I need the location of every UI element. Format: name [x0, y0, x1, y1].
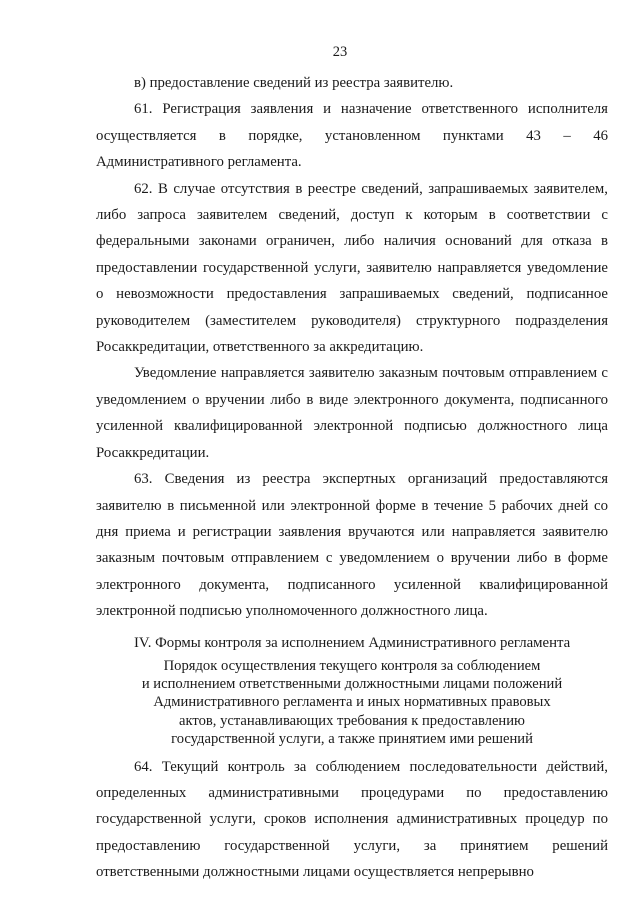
paragraph-64: 64. Текущий контроль за соблюдением последовательности действий, определенных административными процедурами по предоставлению государственной услуги, сроков исполнения административных процедур по предоставлению государственной услуги, за принятием решений ответственными должностными лицами осуществляется непрерывно: [96, 758, 608, 881]
section-heading: IV. Формы контроля за исполнением Административного регламента: [134, 634, 571, 651]
section-subheading: [96, 657, 608, 749]
subheading-line: Административного регламента и иных нормативных правовых: [153, 694, 551, 711]
paragraph-62: 62. В случае отсутствия в реестре сведений, запрашиваемых заявителем, либо запроса заявителем сведений, доступ к которым в соответствии с федеральными законами ограничен, либо наличия оснований для отказа в предоставлении государственной услуги, заявителю направляется уведомление о невозможности предоставления запрашиваемых сведений, подписанное руководителем (заместителем руководителя) структурного подразделения Росаккредитации, ответственного за аккредитацию.: [96, 180, 608, 356]
subheading-line: актов, устанавливающих требования к предоставлению: [179, 712, 525, 729]
page-number: 23: [332, 44, 348, 60]
subheading-line: государственной услуги, а также принятием ими решений: [171, 731, 533, 748]
subheading-line: Порядок осуществления текущего контроля за соблюдением: [163, 657, 541, 674]
document-body: [96, 70, 608, 886]
paragraph-62-notification: Уведомление направляется заявителю заказным почтовым отправлением с уведомлением о вручении либо в виде электронного документа, подписанного усиленной квалифицированной электронной подписью должностного лица Росаккредитации.: [96, 365, 608, 461]
paragraph-63: 63. Сведения из реестра экспертных организаций предоставляются заявителю в письменной или электронной форме в течение 5 рабочих дней со дня приема и регистрации заявления вручаются или направляется заявителю заказным почтовым отправлением с уведомлением о вручении либо в форме электронного документа, подписанного усиленной квалифицированной электронной подписью уполномоченного должностного лица.: [96, 471, 608, 620]
subheading-line: и исполнением ответственными должностными лицами положений: [141, 675, 563, 692]
paragraph-61: 61. Регистрация заявления и назначение ответственного исполнителя осуществляется в порядке, установленном пунктами 43 – 46 Административного регламента.: [96, 101, 608, 171]
paragraph-v: в) предоставление сведений из реестра заявителю.: [134, 75, 454, 91]
